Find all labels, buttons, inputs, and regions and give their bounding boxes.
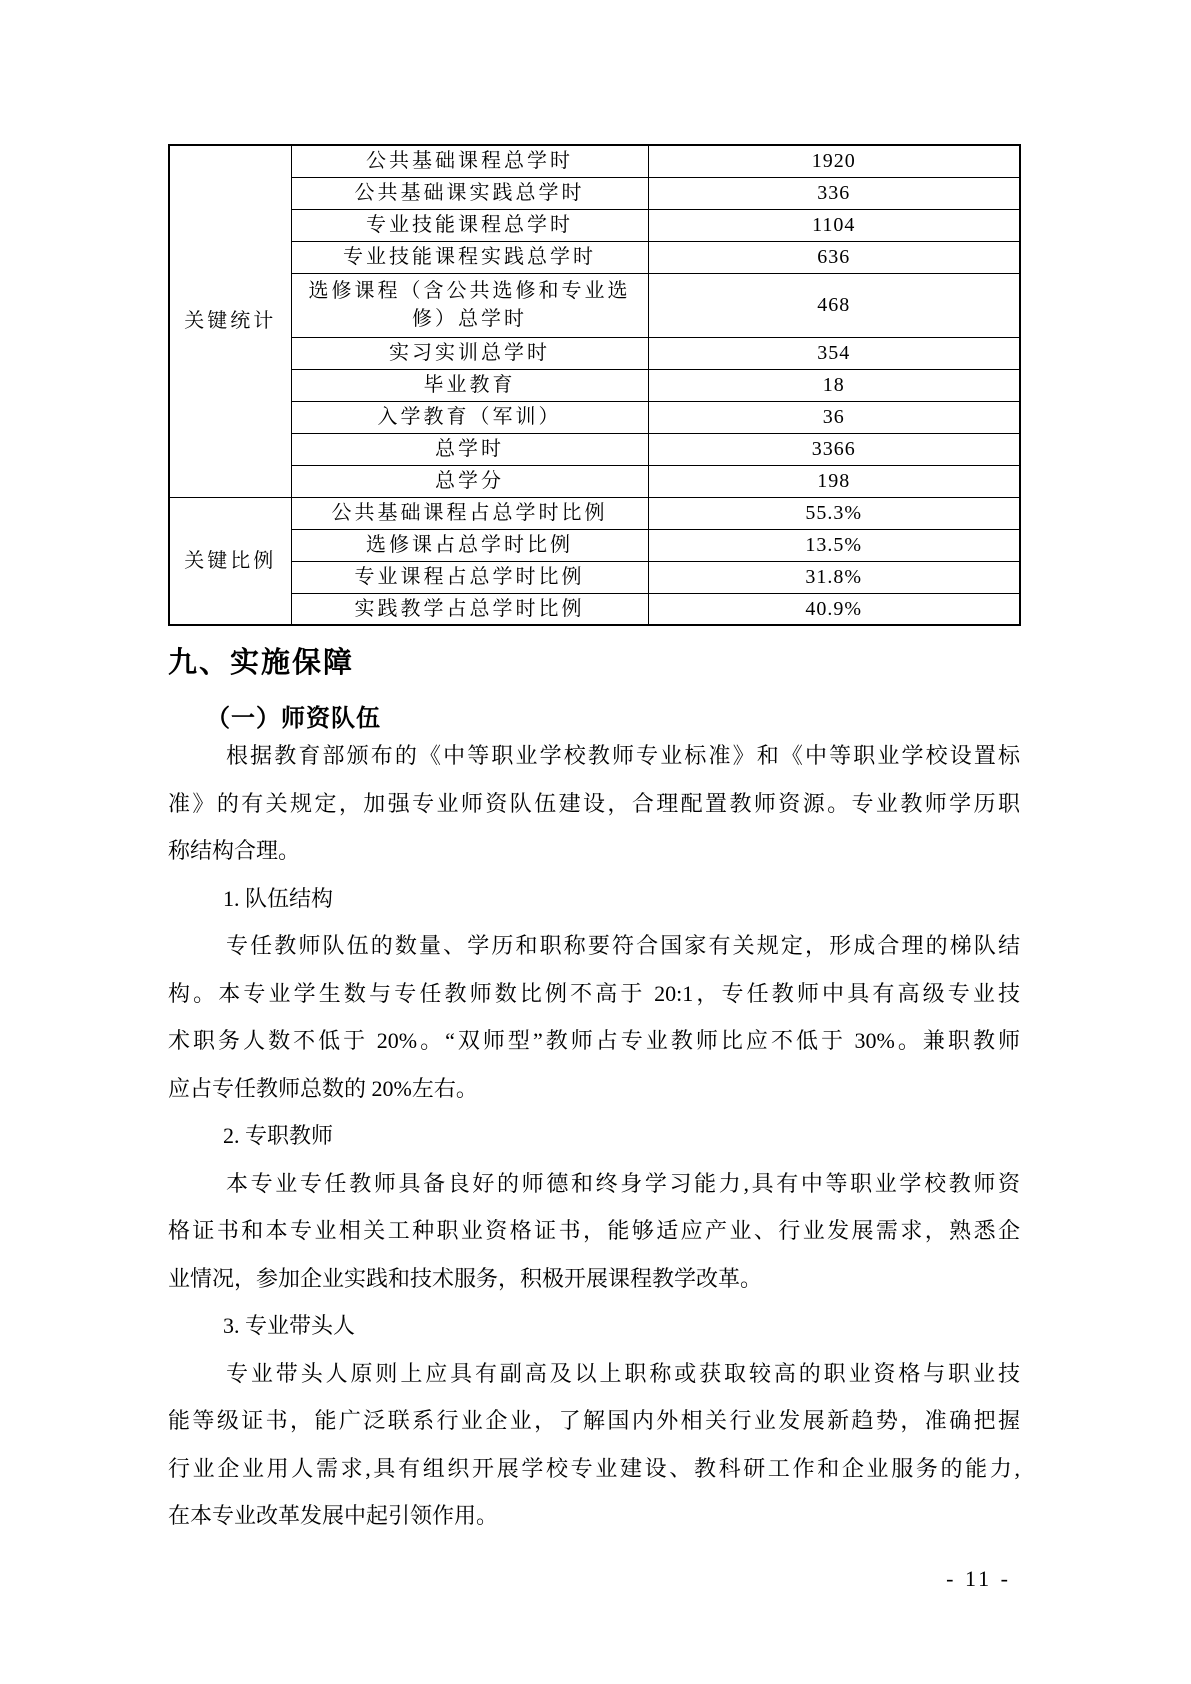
stat-value-cell: 354 xyxy=(648,337,1020,369)
stat-value-cell: 198 xyxy=(648,465,1020,497)
stat-value-cell: 40.9% xyxy=(648,593,1020,625)
text-line: 能等级证书，能广泛联系行业企业，了解国内外相关行业发展新趋势，准确把握 xyxy=(168,1408,1020,1433)
stat-value-cell: 468 xyxy=(648,273,1020,337)
table-row xyxy=(169,593,1020,625)
subsection-heading: （一）师资队伍 xyxy=(206,705,381,732)
table-row xyxy=(169,177,1020,209)
text-line: 构。本专业学生数与专任教师数比例不高于 20:1，专任教师中具有高级专业技 xyxy=(168,980,1020,1006)
text-line: 本专业专任教师具备良好的师德和终身学习能力,具有中等职业学校教师资 xyxy=(226,1170,1020,1196)
table-row xyxy=(169,401,1020,433)
group-header-cell: 关键比例 xyxy=(169,497,291,625)
section-heading: 九、实施保障 xyxy=(168,647,355,679)
stat-label-cell: 总学时 xyxy=(291,433,648,465)
numbered-subheading: 2. 专职教师 xyxy=(223,1123,334,1148)
stat-label-cell: 实践教学占总学时比例 xyxy=(291,593,648,625)
numbered-subheading: 1. 队伍结构 xyxy=(223,885,334,911)
table-row xyxy=(169,433,1020,465)
table-row xyxy=(169,497,1020,529)
stat-label-cell: 选修课程（含公共选修和专业选修）总学时 xyxy=(291,273,648,337)
stat-label-cell: 公共基础课程占总学时比例 xyxy=(291,497,648,529)
stat-value-cell: 636 xyxy=(648,241,1020,273)
stat-value-cell: 3366 xyxy=(648,433,1020,465)
text-line: 准》的有关规定，加强专业师资队伍建设，合理配置教师资源。专业教师学历职 xyxy=(168,790,1020,816)
table-row xyxy=(169,561,1020,593)
text-line: 行业企业用人需求,具有组织开展学校专业建设、教科研工作和企业服务的能力, xyxy=(168,1455,1020,1481)
text-line: 术职务人数不低于 20%。“双师型”教师占专业教师比应不低于 30%。兼职教师 xyxy=(168,1028,1020,1053)
table-row xyxy=(169,369,1020,401)
stat-value-cell: 31.8% xyxy=(648,561,1020,593)
text-line: 应占专任教师总数的 20%左右。 xyxy=(168,1075,478,1101)
statistics-table xyxy=(168,144,1021,626)
stat-value-cell: 18 xyxy=(648,369,1020,401)
stat-label-cell: 公共基础课程总学时 xyxy=(291,145,648,177)
text-line: 格证书和本专业相关工种职业资格证书，能够适应产业、行业发展需求，熟悉企 xyxy=(168,1218,1020,1243)
text-line: 专业带头人原则上应具有副高及以上职称或获取较高的职业资格与职业技 xyxy=(226,1360,1020,1386)
stat-label-cell: 公共基础课实践总学时 xyxy=(291,177,648,209)
stat-value-cell: 36 xyxy=(648,401,1020,433)
stat-label-cell: 总学分 xyxy=(291,465,648,497)
stat-value-cell: 1920 xyxy=(648,145,1020,177)
stat-label-cell: 专业技能课程总学时 xyxy=(291,209,648,241)
text-line: 称结构合理。 xyxy=(168,838,301,863)
text-line: 业情况，参加企业实践和技术服务，积极开展课程教学改革。 xyxy=(168,1265,763,1291)
stat-label-cell: 选修课占总学时比例 xyxy=(291,529,648,561)
text-line: 在本专业改革发展中起引领作用。 xyxy=(168,1503,499,1528)
stat-label-cell: 专业课程占总学时比例 xyxy=(291,561,648,593)
table-row xyxy=(169,465,1020,497)
stat-value-cell: 55.3% xyxy=(648,497,1020,529)
table-row xyxy=(169,273,1020,337)
table-row xyxy=(169,209,1020,241)
text-line: 专任教师队伍的数量、学历和职称要符合国家有关规定，形成合理的梯队结 xyxy=(226,933,1020,958)
stat-value-cell: 13.5% xyxy=(648,529,1020,561)
stat-label-cell: 毕业教育 xyxy=(291,369,648,401)
table-row xyxy=(169,337,1020,369)
stat-label-cell: 入学教育（军训） xyxy=(291,401,648,433)
stat-label-cell: 实习实训总学时 xyxy=(291,337,648,369)
stat-value-cell: 1104 xyxy=(648,209,1020,241)
body-text xyxy=(168,732,1020,1540)
table-row xyxy=(169,145,1020,177)
page-number: - 11 - xyxy=(946,1566,1011,1591)
group-header-cell: 关键统计 xyxy=(169,145,291,497)
stat-label-cell: 专业技能课程实践总学时 xyxy=(291,241,648,273)
table-row xyxy=(169,241,1020,273)
text-line: 根据教育部颁布的《中等职业学校教师专业标准》和《中等职业学校设置标 xyxy=(226,743,1020,768)
stat-value-cell: 336 xyxy=(648,177,1020,209)
numbered-subheading: 3. 专业带头人 xyxy=(223,1313,356,1338)
table-row xyxy=(169,529,1020,561)
